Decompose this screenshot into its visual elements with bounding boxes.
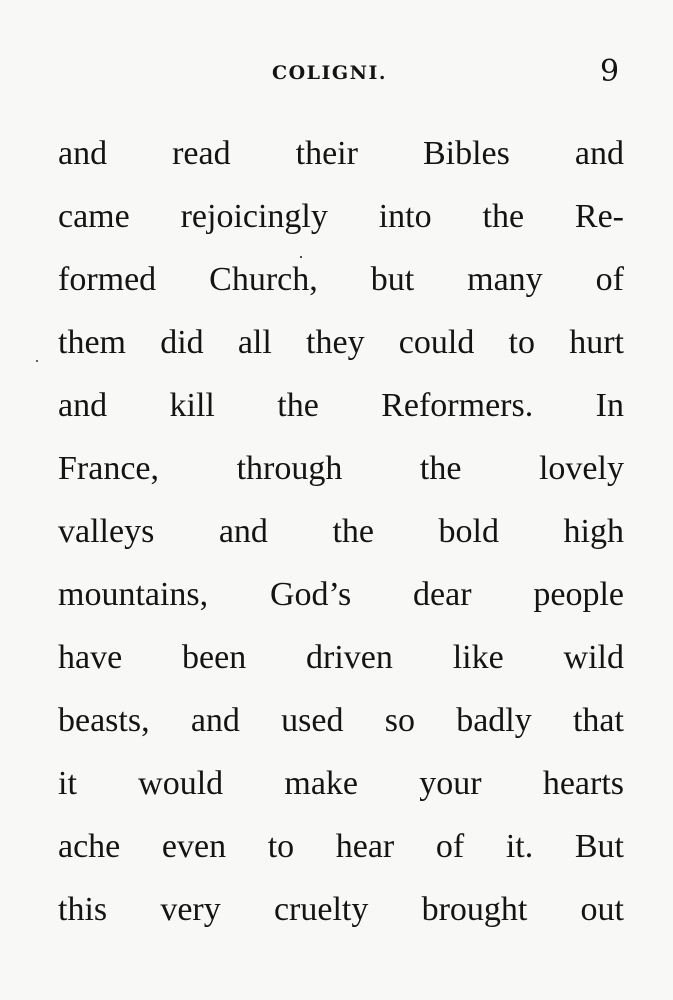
text-line: France, through the lovely: [58, 450, 624, 487]
body-text: [58, 122, 624, 941]
print-speck: [36, 360, 38, 362]
text-line: and read their Bibles and: [58, 135, 624, 172]
print-speck: [300, 256, 302, 258]
text-line: came rejoicingly into the Re-: [58, 198, 624, 235]
text-line: beasts, and used so badly that: [58, 702, 624, 739]
text-line: and kill the Reformers. In: [58, 387, 624, 424]
text-line: valleys and the bold high: [58, 513, 624, 550]
text-line: this very cruelty brought out: [58, 891, 624, 928]
text-line: ache even to hear of it. But: [58, 828, 624, 865]
chapter-title: COLIGNI.: [272, 62, 388, 84]
text-line: formed Church, but many of: [58, 261, 624, 298]
text-line: mountains, God’s dear people: [58, 576, 624, 613]
text-line: them did all they could to hurt: [58, 324, 624, 361]
running-head: [0, 56, 673, 92]
text-line: have been driven like wild: [58, 639, 624, 676]
text-line: it would make your hearts: [58, 765, 624, 802]
page-number: 9: [600, 54, 620, 89]
